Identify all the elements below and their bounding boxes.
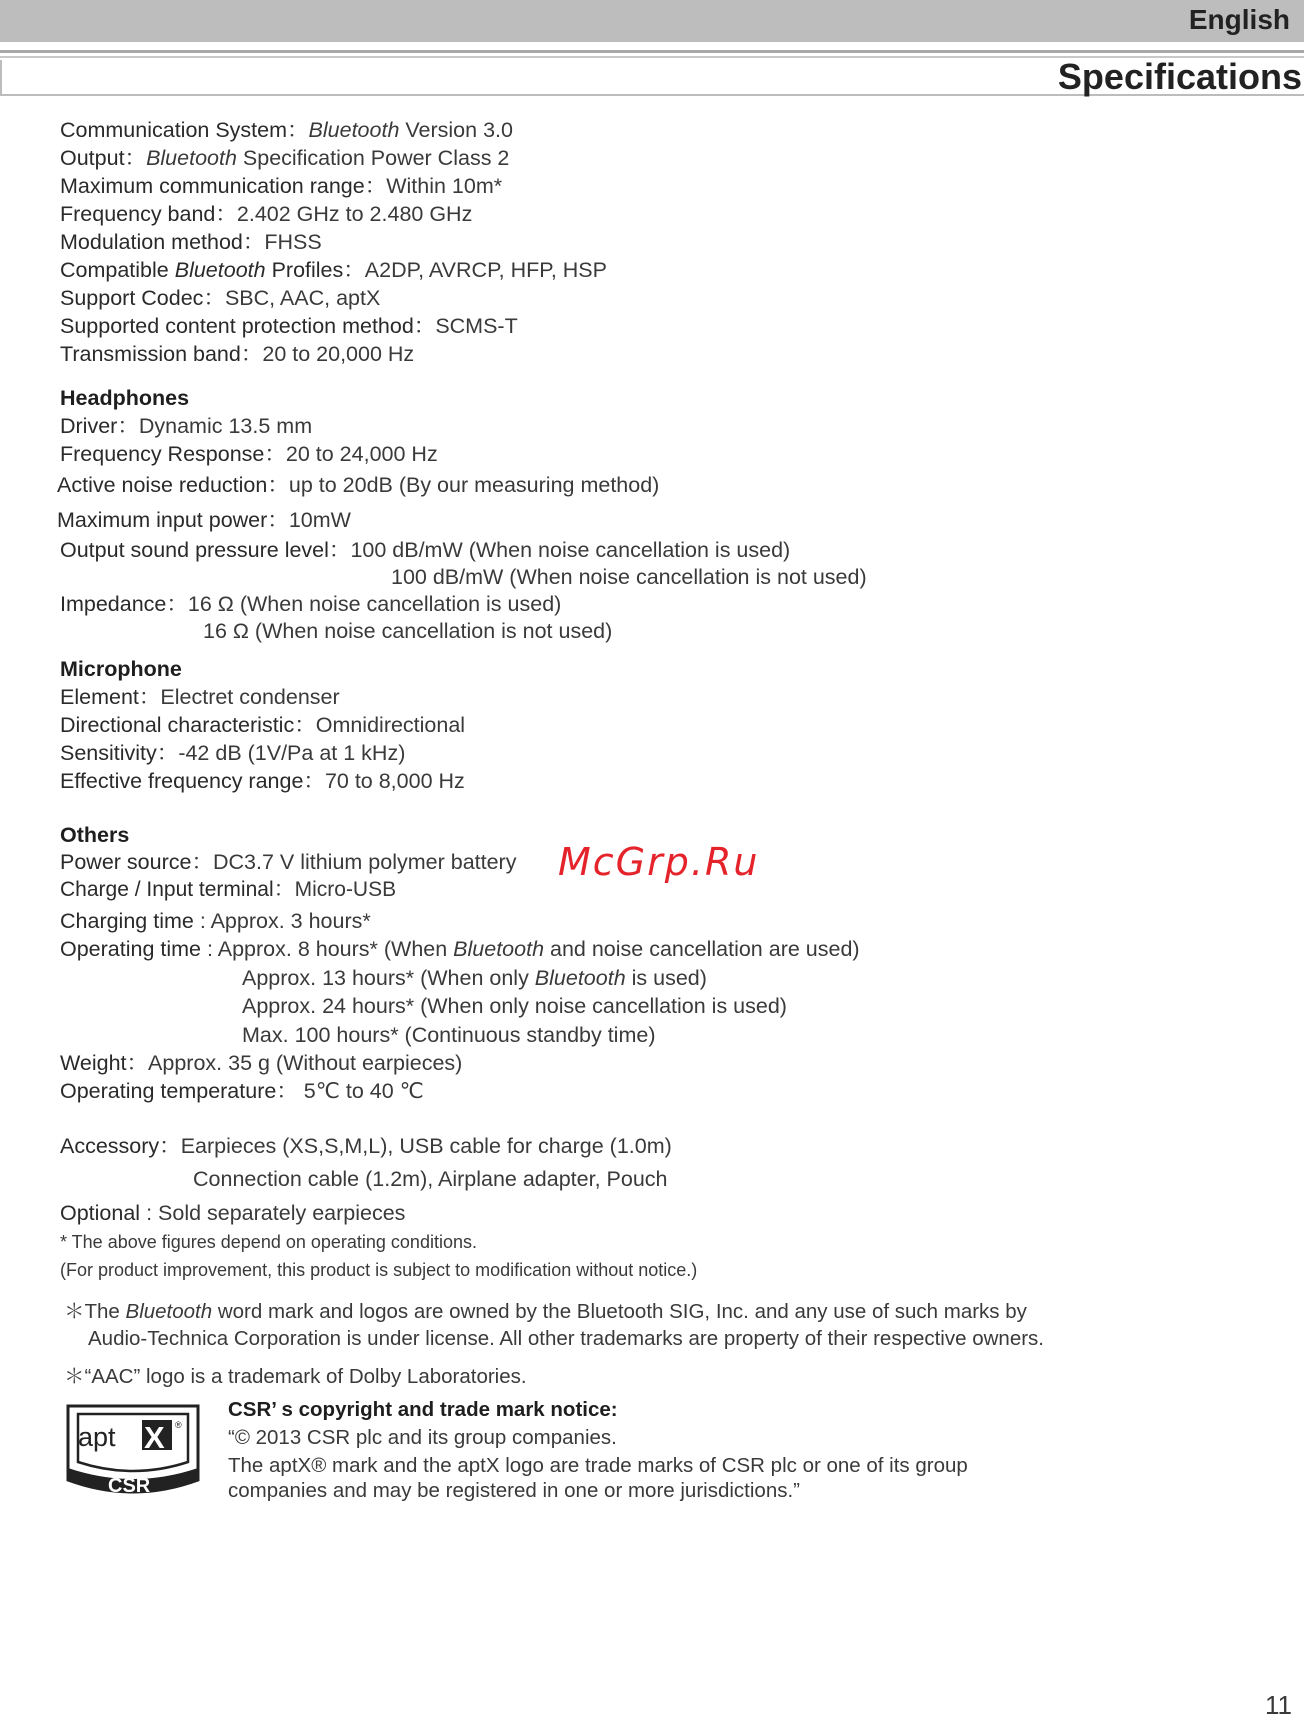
spec-frequency-response: Frequency Response：20 to 24,000 Hz <box>60 442 438 466</box>
spec-accessory-line2: Connection cable (1.2m), Airplane adapter, Pouch <box>193 1167 668 1191</box>
spec-directional: Directional characteristic：Omnidirectional <box>60 713 466 737</box>
watermark: McGrp.Ru <box>558 840 760 884</box>
aptx-csr-logo <box>64 1402 202 1502</box>
spec-sound-pressure-line2: 100 dB/mW (When noise cancellation is not used) <box>391 565 867 589</box>
spec-impedance: Impedance：16 Ω (When noise cancellation is used) <box>60 592 562 616</box>
spec-transmission-band: Transmission band：20 to 20,000 Hz <box>60 342 415 366</box>
csr-notice-line3: companies and may be registered in one or more jurisdictions.” <box>228 1479 800 1502</box>
note-bluetooth-trademark-line2: Audio-Technica Corporation is under license. All other trademarks are property of their respective owners. <box>88 1327 1044 1350</box>
section-microphone-heading: Microphone <box>60 657 182 681</box>
spec-element: Element：Electret condenser <box>60 685 340 709</box>
spec-content-protection: Supported content protection method：SCMS-T <box>60 314 518 338</box>
spec-modulation: Modulation method：FHSS <box>60 230 322 254</box>
spec-effective-range: Effective frequency range：70 to 8,000 Hz <box>60 769 465 793</box>
header-rule <box>0 50 1304 53</box>
spec-power-source: Power source：DC3.7 V lithium polymer battery <box>60 850 517 874</box>
spec-profiles: Compatible Bluetooth Profiles：A2DP, AVRCP, HFP, HSP <box>60 258 607 282</box>
aptx-logo-csr: CSR <box>108 1475 151 1497</box>
section-others-heading: Others <box>60 823 130 847</box>
spec-max-input-power: Maximum input power：10mW <box>57 508 351 532</box>
spec-communication-system: Communication System：Bluetooth Version 3.0 <box>60 118 513 142</box>
spec-output: Output：Bluetooth Specification Power Class 2 <box>60 146 510 170</box>
page-number: 11 <box>1265 1690 1292 1720</box>
spec-optional: Optional : Sold separately earpieces <box>60 1201 406 1225</box>
csr-notice-heading: CSR’ s copyright and trade mark notice: <box>228 1398 618 1421</box>
aptx-logo-apt: apt <box>78 1422 116 1452</box>
aptx-logo-x: X <box>144 1420 165 1455</box>
spec-noise-reduction: Active noise reduction：up to 20dB (By our measuring method) <box>57 473 660 497</box>
spec-operating-time-line2: Approx. 13 hours* (When only Bluetooth is used) <box>242 966 707 990</box>
spec-weight: Weight：Approx. 35 g (Without earpieces) <box>60 1051 463 1075</box>
spec-charge-terminal: Charge / Input terminal：Micro-USB <box>60 878 397 901</box>
spec-codec: Support Codec：SBC, AAC, aptX <box>60 286 381 310</box>
spec-charging-time: Charging time : Approx. 3 hours* <box>60 909 371 933</box>
spec-operating-time-line4: Max. 100 hours* (Continuous standby time) <box>242 1023 656 1047</box>
spec-sensitivity: Sensitivity：-42 dB (1V/Pa at 1 kHz) <box>60 741 406 765</box>
spec-driver: Driver：Dynamic 13.5 mm <box>60 414 313 438</box>
note-bluetooth-trademark: ＊The Bluetooth word mark and logos are owned by the Bluetooth SIG, Inc. and any use of such marks by <box>64 1300 1027 1323</box>
spec-frequency-band: Frequency band：2.402 GHz to 2.480 GHz <box>60 202 473 226</box>
section-headphones-heading: Headphones <box>60 386 190 410</box>
aptx-logo-registered: ® <box>175 1420 182 1430</box>
note-aac-trademark: ＊“AAC” logo is a trademark of Dolby Laboratories. <box>64 1365 527 1388</box>
spec-sound-pressure: Output sound pressure level：100 dB/mW (When noise cancellation is used) <box>60 538 791 562</box>
note-improvement: (For product improvement, this product is subject to modification without notice.) <box>60 1260 698 1280</box>
spec-impedance-line2: 16 Ω (When noise cancellation is not used) <box>203 619 613 643</box>
page-title: Specifications <box>1057 56 1302 97</box>
spec-operating-time-line3: Approx. 24 hours* (When only noise cancellation is used) <box>242 994 787 1018</box>
csr-notice-line2: The aptX® mark and the aptX logo are trade marks of CSR plc or one of its group <box>228 1454 968 1477</box>
spec-max-range: Maximum communication range：Within 10m* <box>60 174 503 198</box>
language-bar <box>0 0 1304 42</box>
language-label: English <box>1188 4 1290 35</box>
note-figures: * The above figures depend on operating conditions. <box>60 1232 477 1252</box>
spec-accessory: Accessory：Earpieces (XS,S,M,L), USB cable for charge (1.0m) <box>60 1134 672 1158</box>
csr-notice-line1: “© 2013 CSR plc and its group companies. <box>228 1426 617 1449</box>
spec-operating-time: Operating time : Approx. 8 hours* (When Bluetooth and noise cancellation are used) <box>60 937 860 961</box>
spec-operating-temperature: Operating temperature： 5℃ to 40 ℃ <box>60 1079 424 1103</box>
